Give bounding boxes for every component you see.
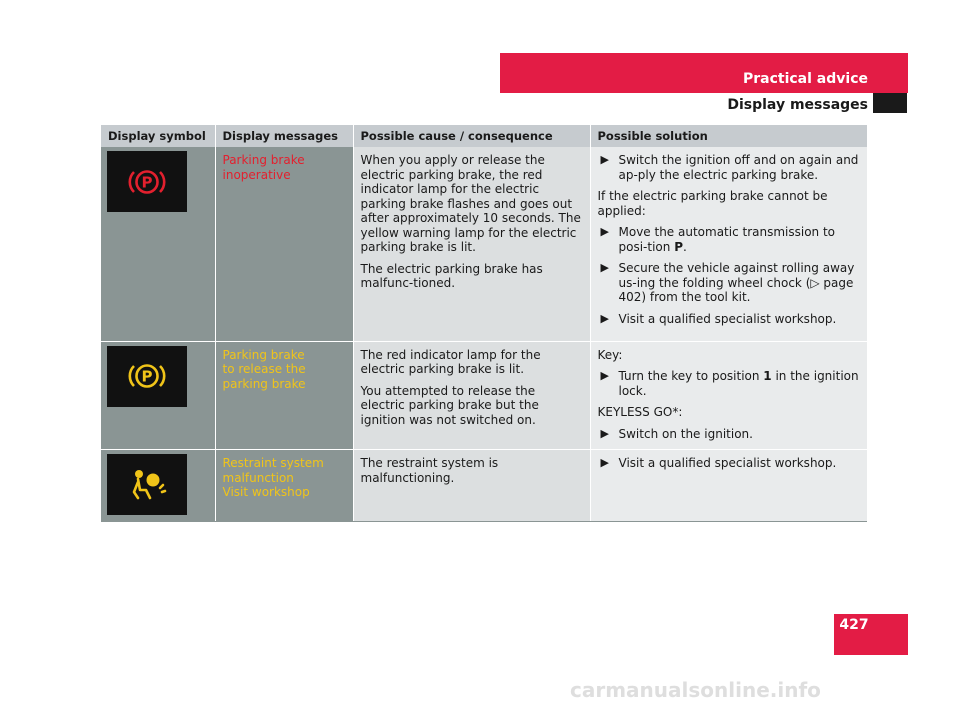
column-header-messages: Display messages — [215, 125, 353, 147]
message-cell — [215, 147, 353, 341]
arrow-icon: ▶ — [600, 261, 609, 274]
symbol-cell — [101, 341, 215, 450]
solution-cell — [590, 147, 867, 341]
display-messages-table — [101, 125, 867, 522]
column-header-cause: Possible cause / consequence — [353, 125, 590, 147]
cause-cell — [353, 450, 590, 522]
arrow-icon: ▶ — [600, 426, 609, 440]
table-row — [101, 450, 867, 522]
arrow-icon: ▶ — [600, 153, 609, 166]
cause-text: You attempted to release the electric parking brake but the ignition was not switched on. — [360, 383, 539, 427]
svg-text:P: P — [141, 367, 153, 386]
cause-text: The red indicator lamp for the electric parking brake is lit. — [360, 347, 541, 376]
solution-step: ▶ Switch the ignition off and on again and ap-ply the electric parking brake. — [600, 153, 859, 182]
arrow-icon: ▶ — [600, 311, 609, 325]
column-header-solution: Possible solution — [590, 125, 867, 147]
symbol-cell — [101, 450, 215, 522]
header-marker-block — [873, 93, 907, 113]
cause-text: The electric parking brake has malfunc-tioned. — [360, 261, 543, 290]
watermark: carmanualsonline.info — [570, 678, 821, 702]
arrow-icon: ▶ — [600, 369, 609, 382]
arrow-icon: ▶ — [600, 456, 609, 469]
table-row — [101, 147, 867, 341]
solution-note: KEYLESS GO*: — [597, 405, 683, 419]
solution-step: ▶ Visit a qualified specialist workshop. — [600, 311, 837, 326]
column-header-symbol: Display symbol — [101, 125, 215, 147]
solution-note: If the electric parking brake cannot be applied: — [597, 189, 828, 218]
cause-text: The restraint system is malfunctioning. — [360, 456, 499, 485]
display-message: Parking brake inoperative — [222, 153, 305, 182]
svg-text:P: P — [141, 173, 153, 191]
display-message: Parking brake to release the parking brake — [222, 347, 306, 391]
solution-step: ▶ Secure the vehicle against rolling away us-ing the folding wheel chock (▷ page 402) from the tool kit. — [600, 261, 855, 304]
solution-step: ▶ Turn the key to position 1 in the ignition lock. — [600, 369, 859, 398]
table-row — [101, 341, 867, 450]
message-cell — [215, 450, 353, 522]
message-cell — [215, 341, 353, 450]
parking-brake-icon — [107, 151, 187, 212]
section-title: Practical advice — [742, 71, 868, 87]
arrow-icon: ▶ — [600, 225, 609, 238]
solution-note: Key: — [597, 347, 623, 362]
airbag-icon — [107, 454, 187, 515]
symbol-cell — [101, 147, 215, 341]
table-header-row — [101, 125, 867, 147]
solution-step: ▶ Visit a qualified specialist workshop. — [600, 456, 837, 470]
cause-cell — [353, 147, 590, 341]
solution-step: ▶ Switch on the ignition. — [600, 426, 753, 441]
display-message: Restraint system malfunction Visit workshop — [222, 456, 324, 499]
page-number: 427 — [839, 617, 869, 633]
cause-cell — [353, 341, 590, 450]
parking-brake-icon — [107, 346, 187, 407]
page-title: Display messages — [727, 97, 868, 113]
solution-cell — [590, 341, 867, 450]
cause-text: When you apply or release the electric parking brake, the red indicator lamp for the electric parking brake flashes and goes out after approximately 10 seconds. The yellow warning lamp for the electric parking brake is lit. — [360, 153, 581, 254]
solution-cell — [590, 450, 867, 522]
solution-step: ▶ Move the automatic transmission to posi-tion P. — [600, 225, 836, 254]
